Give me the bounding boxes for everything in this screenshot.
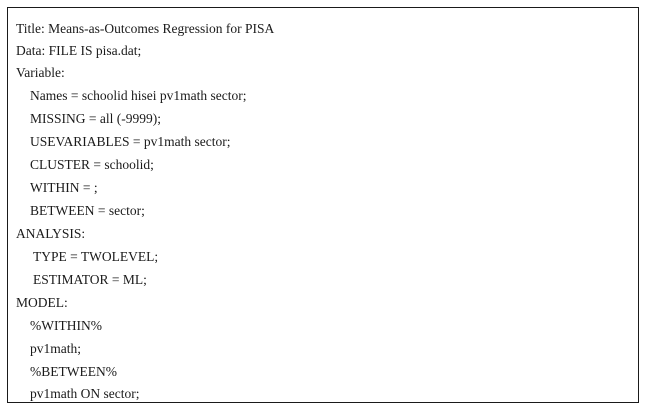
code-line-within: WITHIN = ;: [30, 180, 98, 195]
code-line-title: Title: Means-as-Outcomes Regression for PISA: [16, 21, 275, 36]
code-line-usevariables: USEVARIABLES = pv1math sector;: [30, 134, 231, 149]
code-line-data: Data: FILE IS pisa.dat;: [16, 43, 142, 58]
code-line-estimator: ESTIMATOR = ML;: [33, 272, 147, 287]
code-line-between: BETWEEN = sector;: [30, 203, 145, 218]
code-box: [7, 7, 639, 403]
code-line-missing: MISSING = all (-9999);: [30, 111, 161, 126]
code-line-cluster: CLUSTER = schoolid;: [30, 157, 154, 172]
code-line-regression: pv1math ON sector;: [30, 386, 140, 401]
code-line-model: MODEL:: [16, 295, 68, 310]
code-line-between-label: %BETWEEN%: [30, 364, 117, 379]
code-line-analysis: ANALYSIS:: [16, 226, 86, 241]
code-line-type: TYPE = TWOLEVEL;: [33, 249, 159, 264]
code-line-pv1math: pv1math;: [30, 341, 81, 356]
code-line-variable: Variable:: [16, 65, 65, 80]
code-line-names: Names = schoolid hisei pv1math sector;: [30, 88, 247, 103]
code-line-within-label: %WITHIN%: [30, 318, 102, 333]
